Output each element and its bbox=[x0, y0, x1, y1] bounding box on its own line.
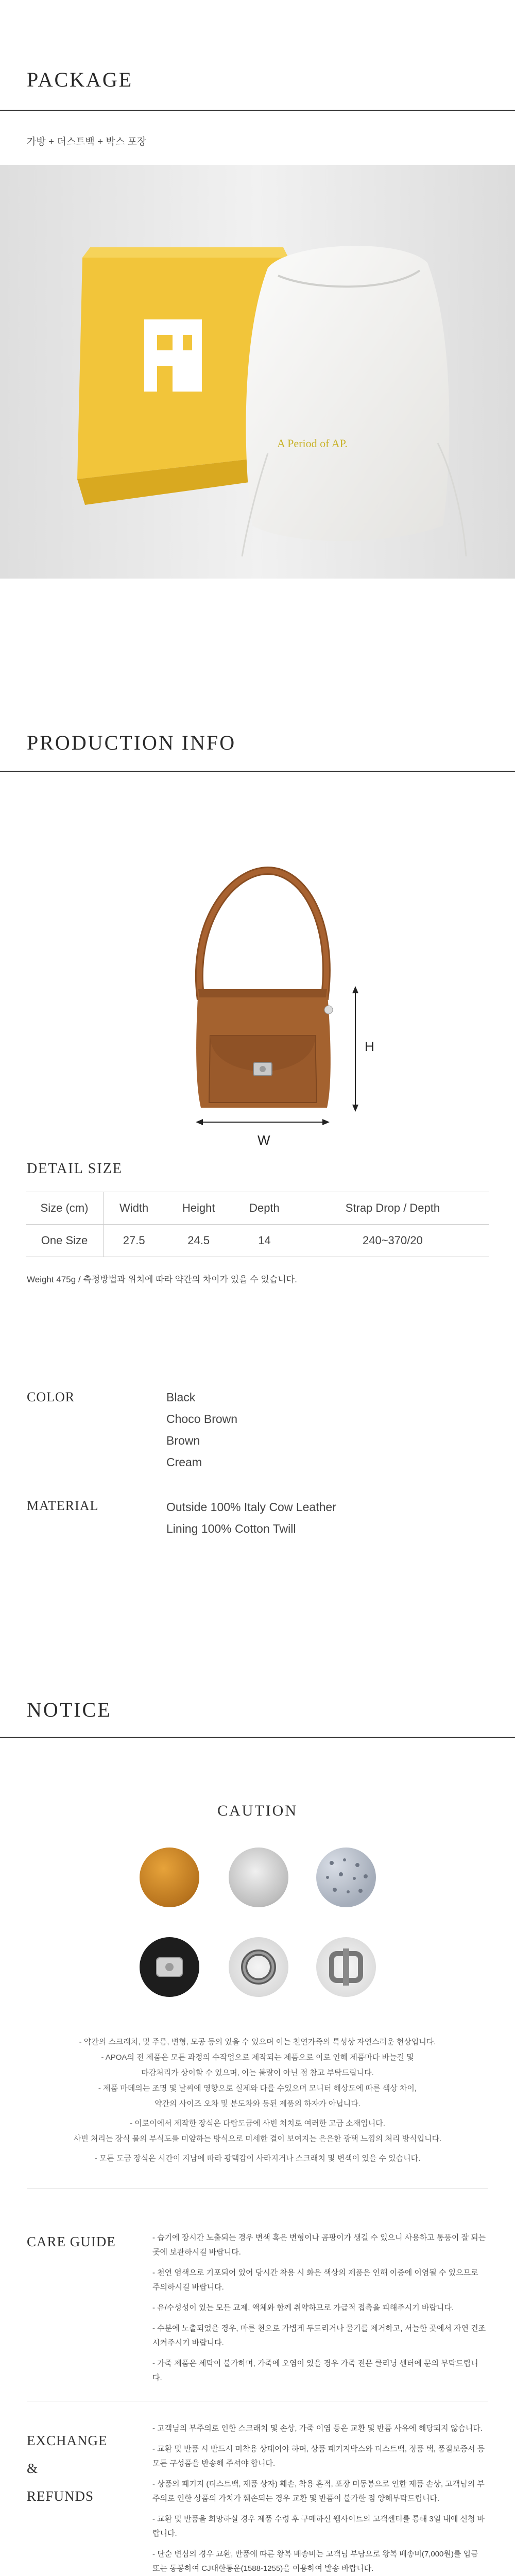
table-header: Height bbox=[164, 1192, 233, 1225]
table-cell: 14 bbox=[233, 1225, 296, 1257]
weight-note: Weight 475g / 측정방법과 위치에 따라 약간의 차이가 있을 수 있습니다. bbox=[27, 1275, 297, 1284]
table-header: Strap Drop / Depth bbox=[296, 1192, 489, 1225]
care-paragraph: - 습기에 장시간 노출되는 경우 변색 혹은 변형이나 곰팡이가 생길 수 있으니 사용하고 통풍이 잘 되는 곳에 보관하시길 바랍니다. bbox=[152, 2233, 486, 2257]
exchange-paragraph: - 교환 및 반품을 희망하실 경우 제품 수령 후 구매하신 웹사이트의 고객센터를 통해 3일 내에 신청 바랍니다. bbox=[152, 2515, 485, 2538]
color-option: Choco Brown bbox=[166, 1412, 238, 1426]
lock-shape-icon bbox=[140, 1937, 199, 1997]
color-option: Black bbox=[166, 1391, 196, 1404]
table-header: Size (cm) bbox=[26, 1192, 104, 1225]
leather-grain-icon bbox=[140, 1848, 199, 1907]
table-cell: 240~370/20 bbox=[296, 1225, 489, 1257]
leather-crease-icon bbox=[229, 1848, 288, 1907]
care-paragraph: - 천연 염색으로 기포되어 있어 당시간 착용 시 화은 색상의 제품은 인해 이중에 이염될 수 있으므로 주의하시길 바랍니다. bbox=[152, 2268, 478, 2292]
caution-line: 약간의 사이즈 오차 및 분도차와 동된 제품의 하자가 아닙니다. bbox=[154, 2099, 360, 2108]
buckle-shape-icon bbox=[316, 1937, 376, 1997]
product-diagram bbox=[170, 860, 376, 1148]
pores-pattern-icon bbox=[316, 1848, 376, 1907]
dustbag-text: A Period of AP. bbox=[277, 437, 348, 450]
production-title: PRODUCTION INFO bbox=[27, 731, 236, 754]
exchange-label-line: & bbox=[27, 2461, 39, 2476]
table-header: Width bbox=[104, 1192, 165, 1225]
caution-line: - 이로이에서 제작한 장식은 다랍도금에 사빈 처치로 여러한 고급 소재입니다. bbox=[130, 2119, 385, 2128]
exchange-paragraph: - 단순 변심의 경우 교환, 반품에 따른 왕복 배송비는 고객님 부담으로 왕복 배송비(7,000원)를 입금 또는 동봉하여 CJ대한통운(1588-1255)을 이용하여 발송 바랍니다. bbox=[152, 2550, 478, 2573]
table-header: Depth bbox=[233, 1192, 296, 1225]
caution-line: - 제품 마데의는 조명 및 날씨에 영향으로 실제와 다를 수있으며 모니터 해상도에 따른 색상 차이, bbox=[98, 2084, 417, 2093]
exchange-paragraph: - 고객님의 부주의로 인한 스크래치 및 손상, 가죽 이염 등은 교환 및 반품 사유에 해당되지 않습니다. bbox=[152, 2424, 483, 2433]
color-option: Brown bbox=[166, 1434, 200, 1447]
exchange-label-line: EXCHANGE bbox=[27, 2433, 108, 2448]
caution-notes bbox=[36, 2035, 479, 2166]
package-photo bbox=[0, 165, 515, 579]
material-values bbox=[166, 1496, 336, 1539]
turn-lock-icon bbox=[140, 1937, 199, 1997]
care-paragraph: - 유/수성성이 있는 모든 교제, 액체와 함께 취약하므로 가급적 접촉을 피해주시기 바랍니다. bbox=[152, 2303, 454, 2312]
exchange-paragraph: - 상품의 패키지 (더스트백, 제품 상자) 훼손, 착용 흔적, 포장 미동봉으로 인한 제품 손상, 고객님의 부주의로 인한 상품의 가치가 훼손되는 경우 교환 및 반품이 불가한 점 양해부탁드립니다. bbox=[152, 2480, 485, 2503]
package-divider bbox=[0, 110, 515, 111]
dimension-w-label: W bbox=[258, 1132, 270, 1148]
table-row bbox=[26, 1225, 489, 1257]
exchange-label-line: REFUNDS bbox=[27, 2488, 94, 2504]
leather-pores-icon bbox=[316, 1848, 376, 1907]
table-cell: 24.5 bbox=[164, 1225, 233, 1257]
caution-line: 마감처리가 상이할 수 있으며, 이는 불량이 아닌 점 참고 부탁드립니다. bbox=[141, 2069, 374, 2077]
box-logo-icon bbox=[144, 319, 202, 392]
care-guide-text bbox=[152, 2231, 487, 2392]
caution-title: CAUTION bbox=[217, 1802, 298, 1819]
color-option: Cream bbox=[166, 1455, 202, 1469]
table-cell: One Size bbox=[26, 1225, 104, 1257]
production-divider bbox=[0, 771, 515, 772]
metal-buckle-icon bbox=[316, 1937, 376, 1997]
care-guide-label: CARE GUIDE bbox=[27, 2234, 116, 2249]
ring-shape-icon bbox=[229, 1937, 288, 1997]
care-paragraph: - 수분에 노출되었을 경우, 마른 천으로 가볍게 두드리거나 물기를 제거하고, 서늘한 곳에서 자연 건조 시켜주시기 바랍니다. bbox=[152, 2324, 486, 2347]
caution-line: - APOA의 전 제품은 모든 과정의 수작업으로 제작되는 제품으로 이로 인해 제품마다 바늘길 및 bbox=[101, 2053, 414, 2062]
bag-drawing bbox=[170, 860, 376, 1139]
table-cell: 27.5 bbox=[104, 1225, 165, 1257]
exchange-label bbox=[27, 2427, 108, 2510]
package-illustration bbox=[0, 165, 515, 579]
material-line: Lining 100% Cotton Twill bbox=[166, 1522, 296, 1535]
exchange-text bbox=[152, 2421, 487, 2576]
caution-line: - 약간의 스크래치, 및 주름, 변형, 모공 등의 있을 수 있으며 이는 천연가죽의 특성상 자연스러운 현상입니다. bbox=[79, 2038, 436, 2046]
material-line: Outside 100% Italy Cow Leather bbox=[166, 1500, 336, 1514]
exchange-paragraph: - 교환 및 반품 시 반드시 미착용 상태여야 하며, 상품 패키지박스와 더스트백, 정품 택, 품질보증서 등 모든 구성품을 반송해 주셔야 합니다. bbox=[152, 2445, 485, 2468]
caution-line: - 모든 도금 장식은 시간이 지남에 따라 광택감이 사라지거나 스크래치 및 변색이 있을 수 있습니다. bbox=[94, 2154, 421, 2163]
dimension-h-label: H bbox=[365, 1039, 374, 1054]
package-title: PACKAGE bbox=[27, 68, 133, 91]
care-paragraph: - 가죽 제품은 세탁이 불가하며, 가죽에 오염이 있을 경우 가죽 전문 클리닝 센터에 문의 부탁드립니다. bbox=[152, 2359, 478, 2382]
notice-divider bbox=[0, 1737, 515, 1738]
notice-title: NOTICE bbox=[27, 1698, 112, 1721]
material-label: MATERIAL bbox=[27, 1498, 99, 1513]
size-table bbox=[26, 1192, 489, 1257]
caution-line: 사빈 처리는 장식 물의 부식도를 미앞하는 방식으로 미세한 결이 보여지는 은은한 광택 느낌의 처리 방식입니다. bbox=[73, 2134, 442, 2143]
detail-size-title: DETAIL SIZE bbox=[27, 1161, 123, 1177]
table-header-row bbox=[26, 1192, 489, 1225]
package-caption: 가방 + 더스트백 + 박스 포장 bbox=[27, 137, 147, 147]
metal-ring-icon bbox=[229, 1937, 288, 1997]
color-label: COLOR bbox=[27, 1389, 75, 1404]
color-values bbox=[166, 1386, 237, 1473]
